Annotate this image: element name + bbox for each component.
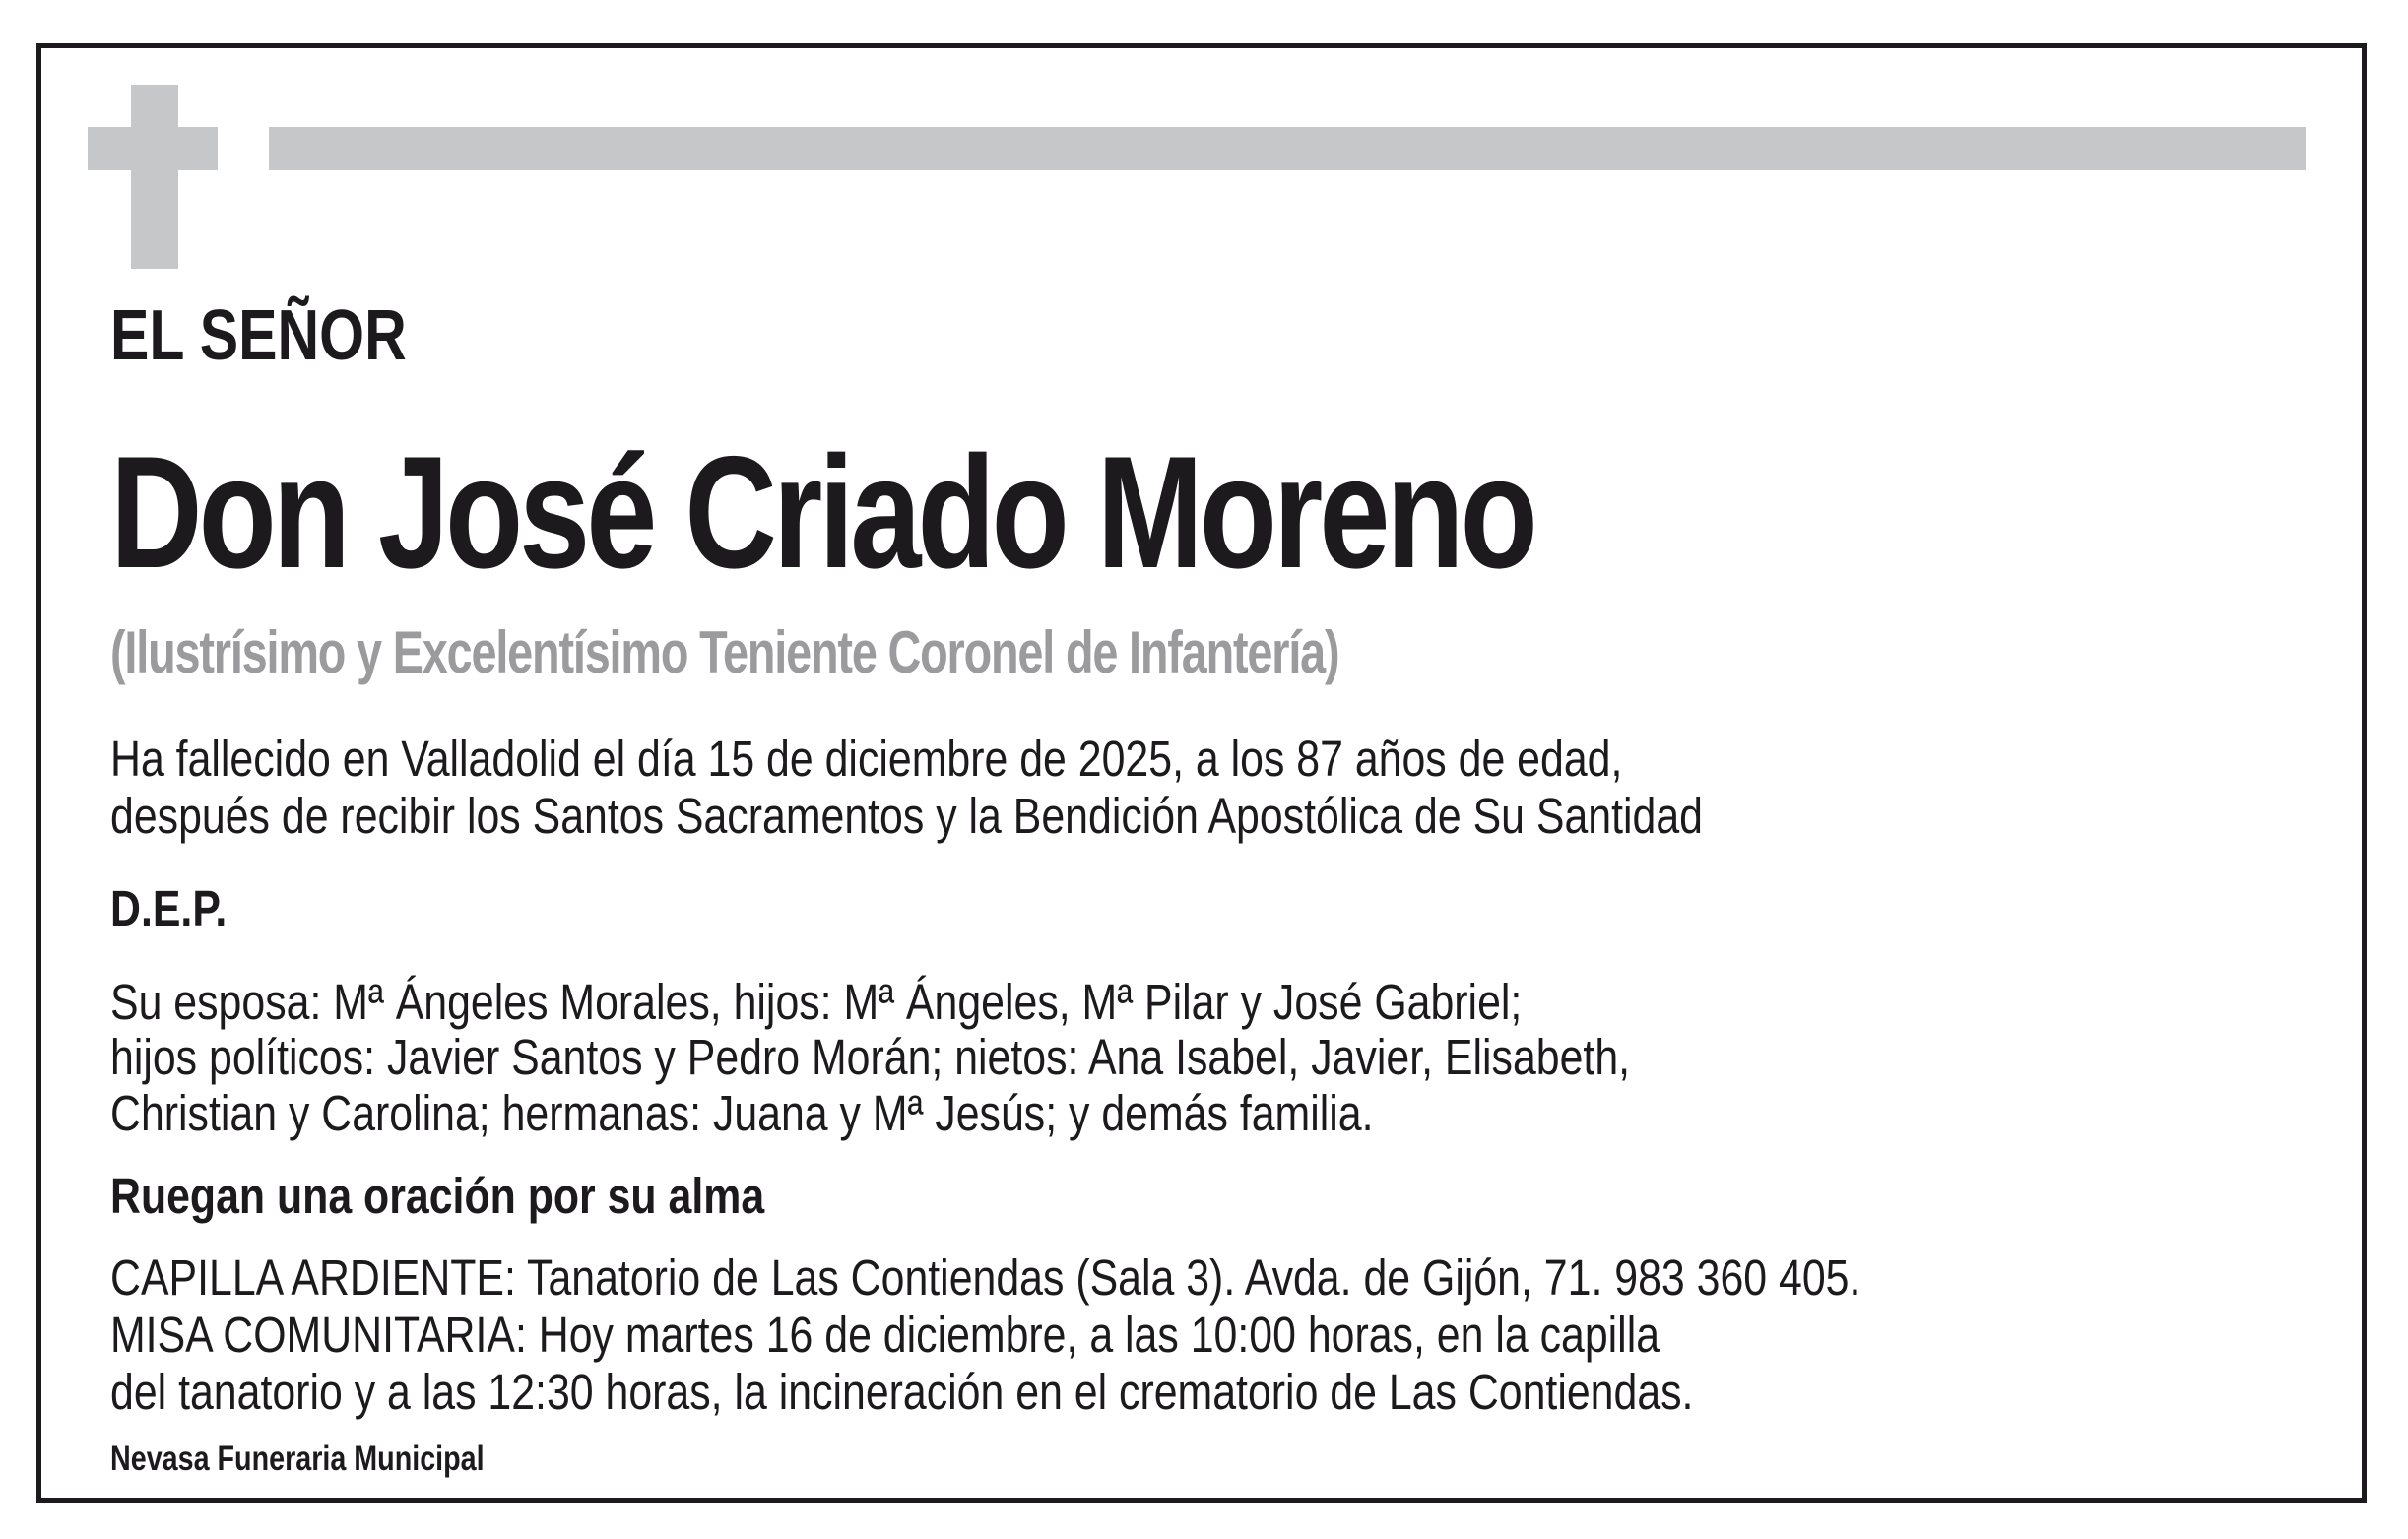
- family-line: Christian y Carolina; hermanas: Juana y Mª Jesús; y demás familia.: [110, 1085, 1374, 1141]
- funeral-home: Nevasa Funeraria Municipal: [110, 1440, 485, 1478]
- details-line: MISA COMUNITARIA: Hoy martes 16 de diciembre, a las 10:00 horas, en la capilla: [110, 1307, 1660, 1363]
- rip-label: D.E.P.: [110, 880, 228, 936]
- cross-icon: [131, 85, 178, 269]
- details-line: CAPILLA ARDIENTE: Tanatorio de Las Contiendas (Sala 3). Avda. de Gijón, 71. 983 360 405.: [110, 1250, 1861, 1306]
- announcement-line: Ha fallecido en Valladolid el día 15 de diciembre de 2025, a los 87 años de edad,: [110, 731, 1623, 787]
- family-line: hijos políticos: Javier Santos y Pedro Morán; nietos: Ana Isabel, Javier, Elisabeth,: [110, 1029, 1631, 1085]
- details-line: del tanatorio y a las 12:30 horas, la incineración en el crematorio de Las Contiendas.: [110, 1364, 1694, 1420]
- family-line: Su esposa: Mª Ángeles Morales, hijos: Mª Ángeles, Mª Pilar y José Gabriel;: [110, 974, 1523, 1030]
- honorific-prefix: EL SEÑOR: [110, 296, 407, 375]
- cross-icon-crossbar: [88, 127, 218, 170]
- deceased-name: Don José Criado Moreno: [110, 423, 1534, 602]
- prayer-request: Ruegan una oración por su alma: [110, 1168, 765, 1224]
- announcement-line: después de recibir los Santos Sacramentos y la Bendición Apostólica de Su Santidad: [110, 788, 1704, 844]
- deceased-title: (Ilustrísimo y Excelentísimo Teniente Coronel de Infantería): [110, 619, 1339, 685]
- header-rule: [269, 127, 2306, 170]
